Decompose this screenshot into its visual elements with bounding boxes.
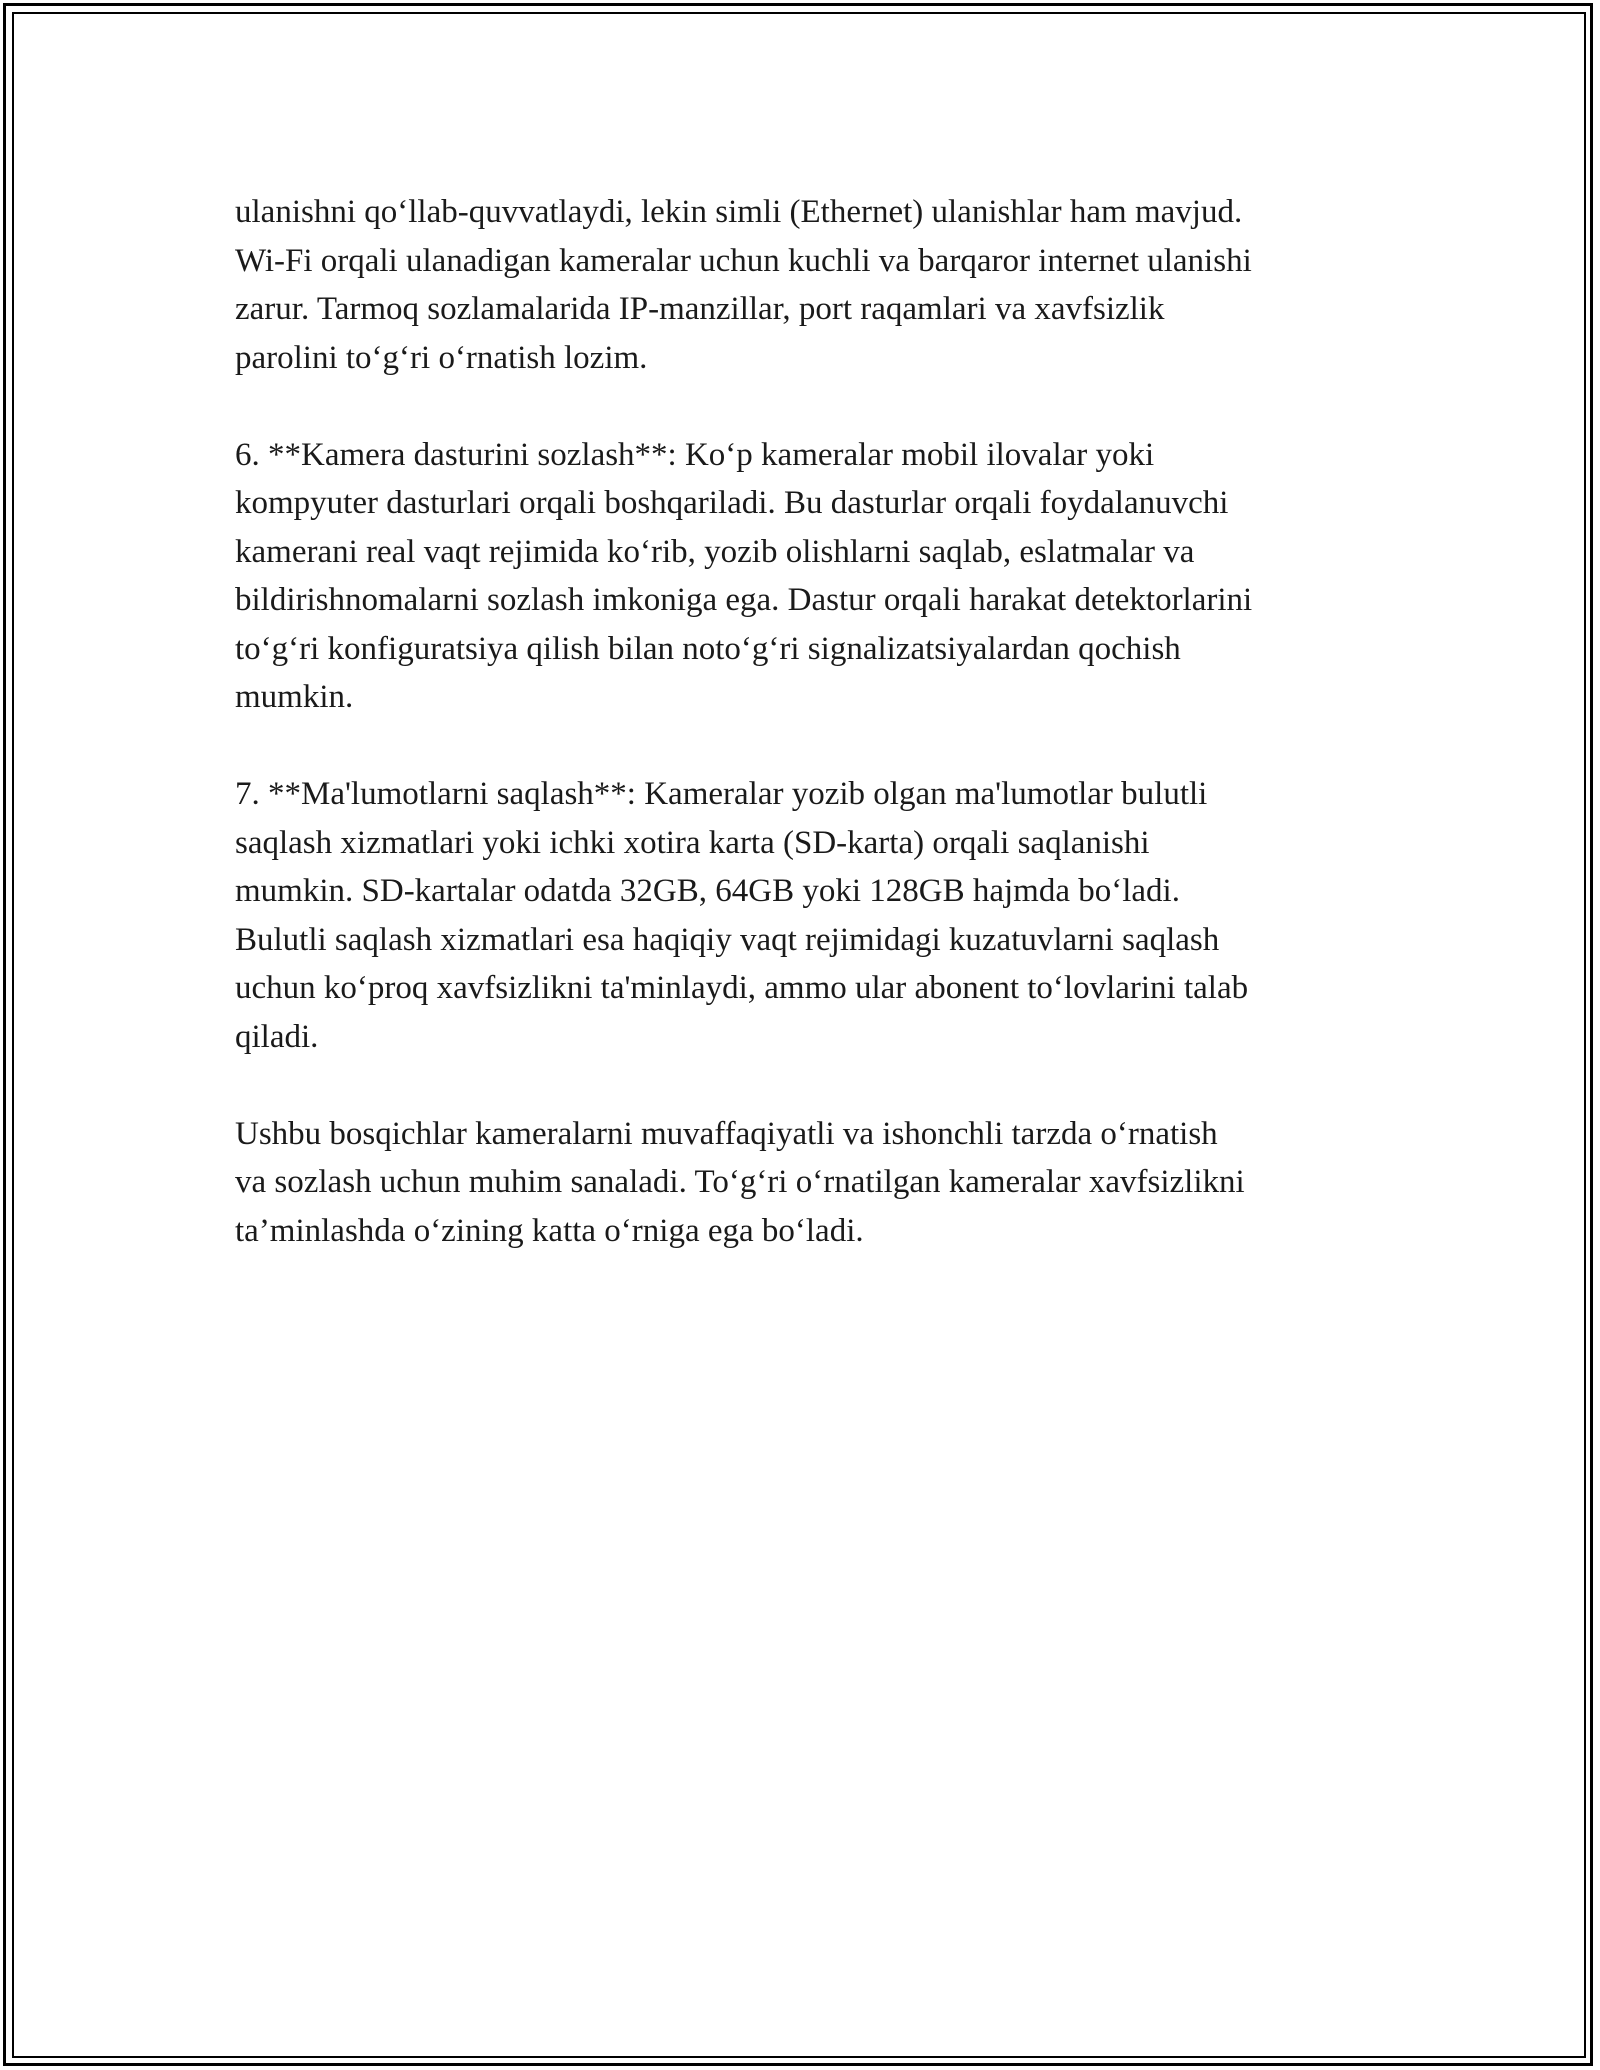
paragraph-network-continuation: ulanishni qo‘llab-quvvatlaydi, lekin simli (Ethernet) ulanishlar ham mavjud. Wi-Fi orqali ulanadigan kameralar uchun kuchli va barqaror internet ulanishi zarur. Tarmoq sozlamalarida IP-manzillar, port raqamlari va xavfsizlik parolini to‘g‘ri o‘rnatish lozim.	[235, 194, 1252, 376]
paragraph-data-storage: 7. **Ma'lumotlarni saqlash**: Kameralar yozib olgan ma'lumotlar bulutli saqlash xizmatlari yoki ichki xotira karta (SD-karta) orqali saqlanishi mumkin. SD-kartalar odatda 32GB, 64GB yoki 128GB hajmda bo‘ladi. Bulutli saqlash xizmatlari esa haqiqiy vaqt rejimidagi kuzatuvlarni saqlash uchun ko‘proq xavfsizlikni ta'minlaydi, ammo ular abonent to‘lovlarini talab qiladi.	[235, 776, 1249, 1055]
paragraph-conclusion: Ushbu bosqichlar kameralarni muvaffaqiyatli va ishonchli tarzda o‘rnatish va sozlash uchun muhim sanaladi. To‘g‘ri o‘rnatilgan kameralar xavfsizlikni ta’minlashda o‘zining katta o‘rniga ega bo‘ladi.	[235, 1115, 1245, 1249]
document-body	[235, 188, 1375, 1304]
paragraph-camera-software-setup: 6. **Kamera dasturini sozlash**: Ko‘p kameralar mobil ilovalar yoki kompyuter dasturlari orqali boshqariladi. Bu dasturlar orqali foydalanuvchi kamerani real vaqt rejimida ko‘rib, yozib olishlarni saqlab, eslatmalar va bildirishnomalarni sozlash imkoniga ega. Dastur orqali harakat detektorlarini to‘g‘ri konfiguratsiya qilish bilan noto‘g‘ri signalizatsiyalardan qochish mumkin.	[235, 436, 1253, 715]
